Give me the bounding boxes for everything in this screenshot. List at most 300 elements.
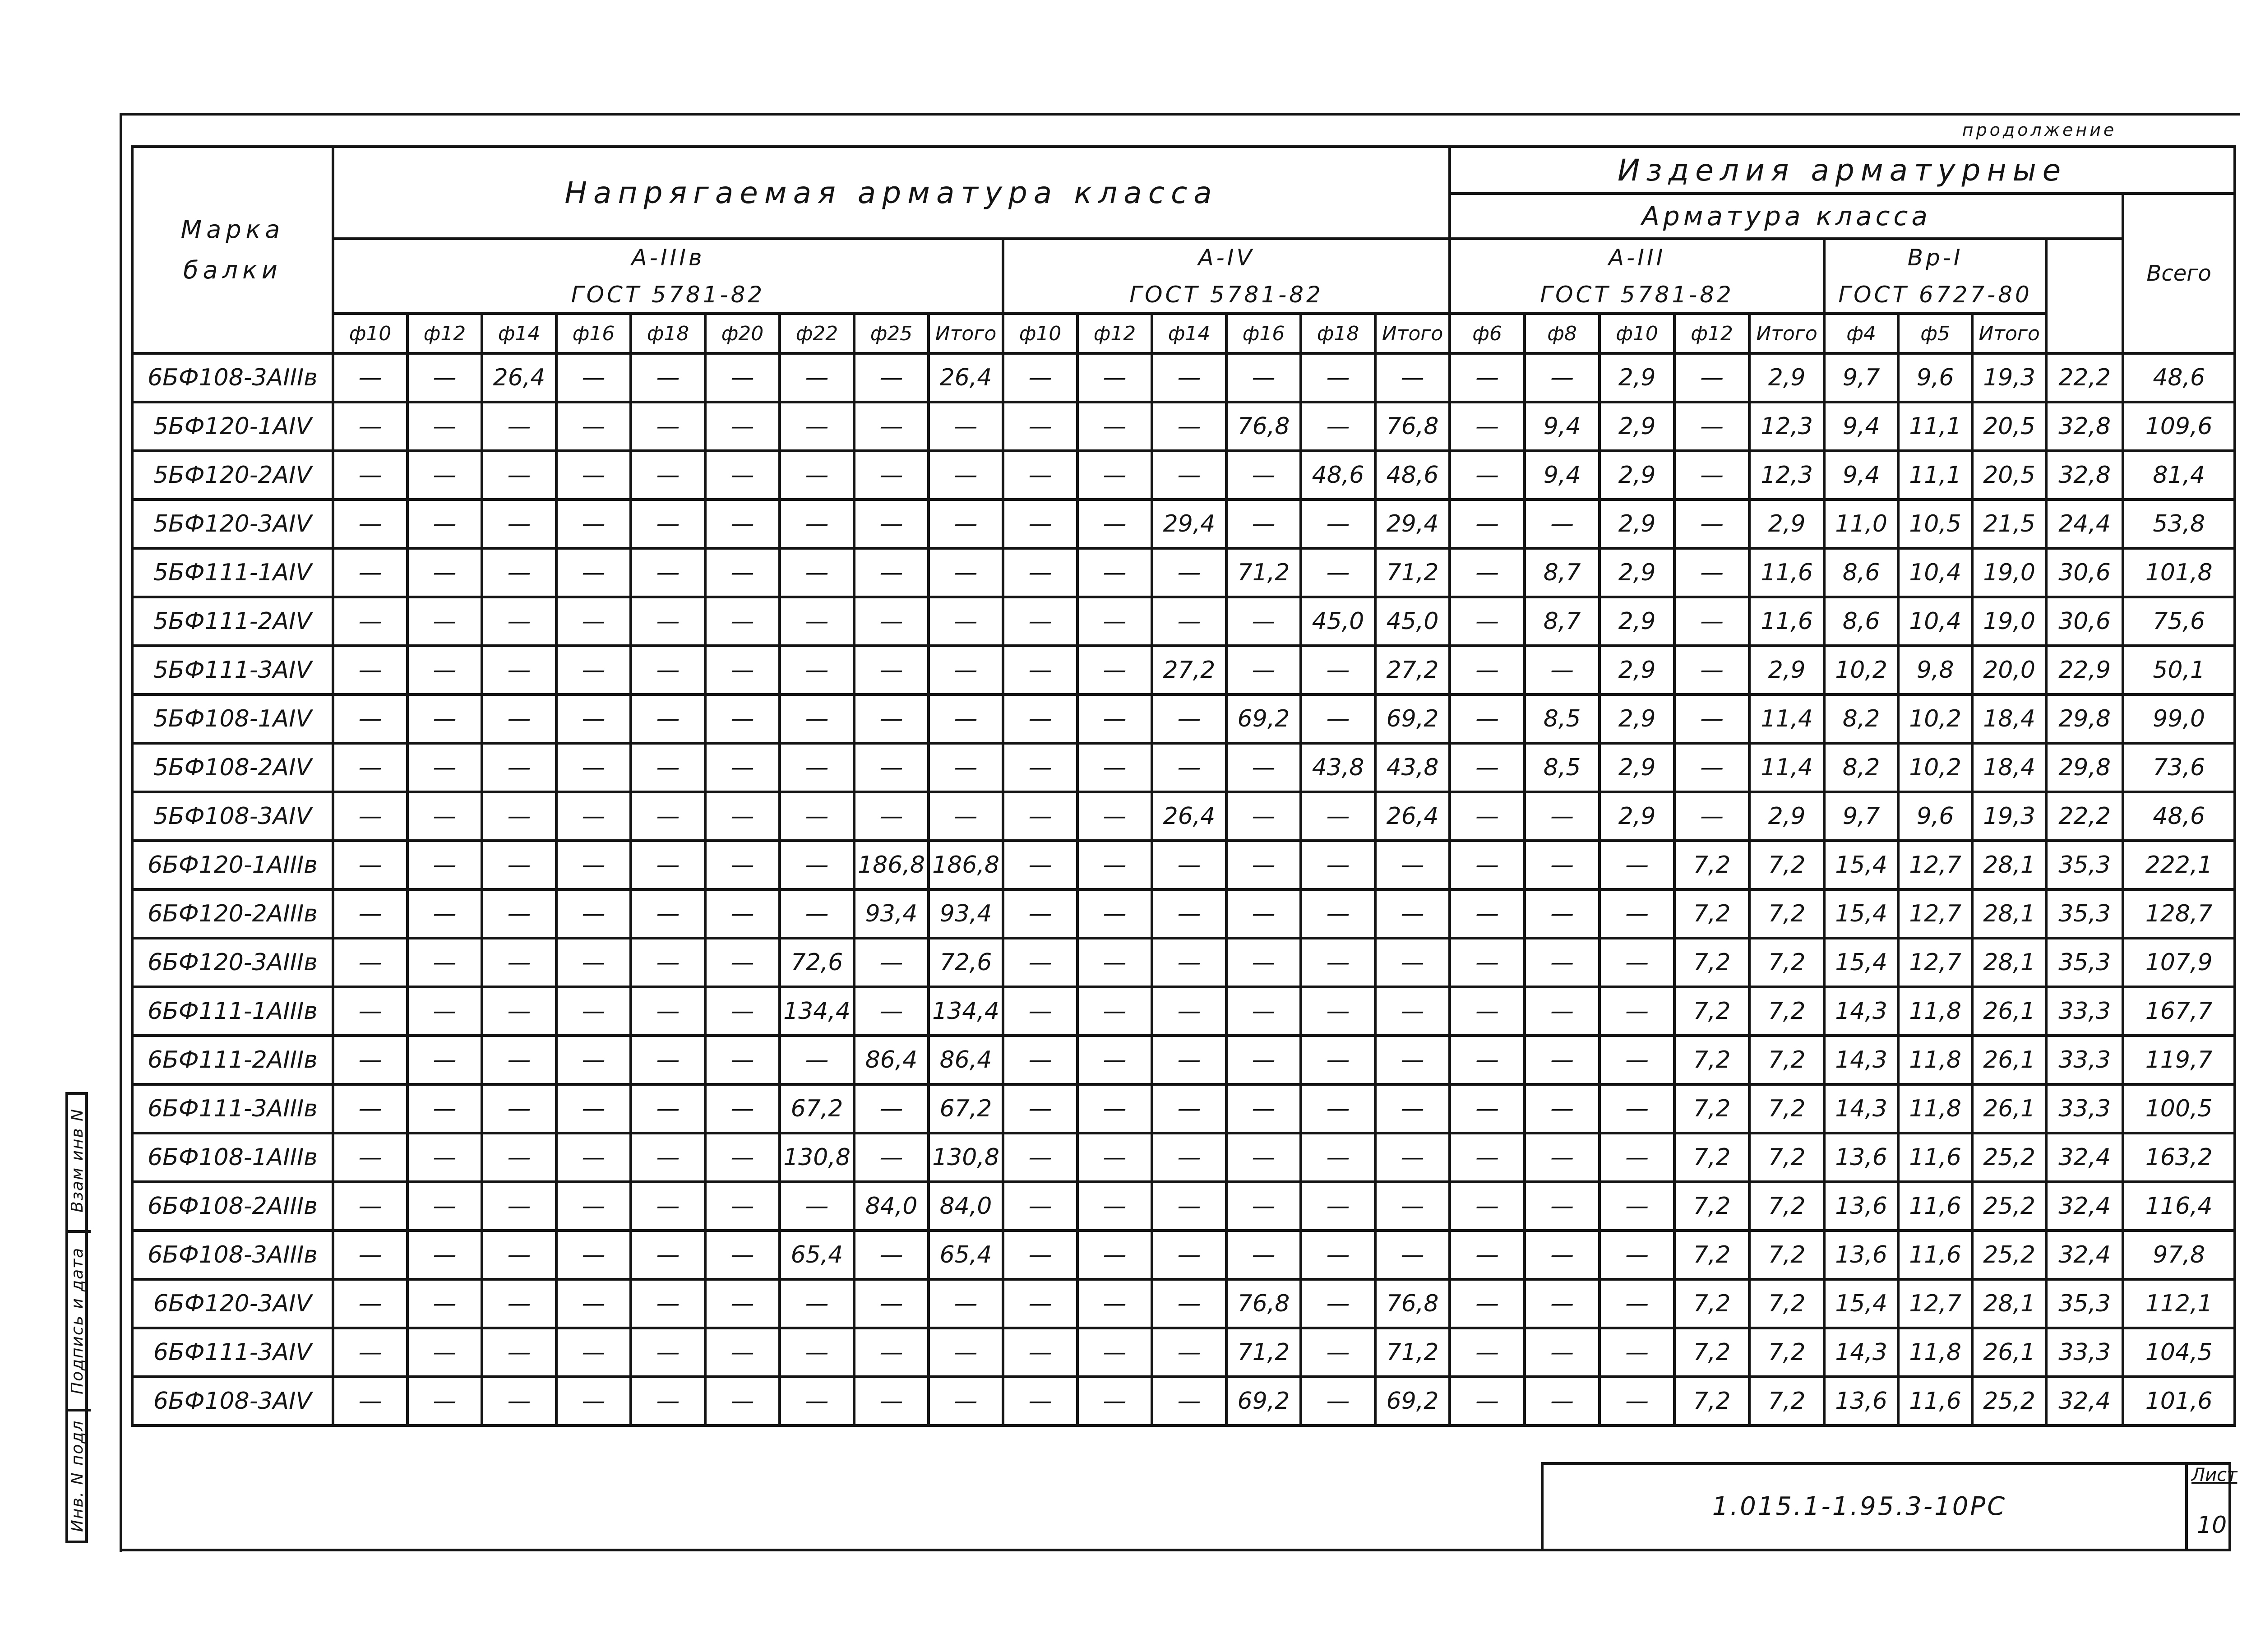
value-cell: —: [1152, 597, 1226, 646]
value-cell: —: [482, 597, 556, 646]
value-cell: —: [407, 889, 482, 938]
value-cell: 69,2: [1375, 694, 1450, 743]
value-cell: —: [780, 841, 854, 889]
value-cell: 7,2: [1674, 1328, 1749, 1377]
value-cell: 107,9: [2123, 938, 2235, 987]
value-cell: —: [705, 597, 780, 646]
value-cell: —: [407, 402, 482, 451]
diameter-header-a3: ф6: [1450, 314, 1525, 353]
value-cell: 7,2: [1674, 1182, 1749, 1231]
diameter-header-a3v: ф18: [631, 314, 705, 353]
value-cell: 14,3: [1824, 987, 1898, 1036]
value-cell: —: [1375, 1036, 1450, 1084]
value-cell: —: [556, 597, 631, 646]
table-row: [132, 792, 2235, 841]
value-cell: —: [556, 1133, 631, 1182]
value-cell: —: [1525, 1133, 1600, 1182]
value-cell: 11,6: [1898, 1182, 1972, 1231]
gost-6727: ГОСТ 6727-80: [1838, 282, 2032, 308]
value-cell: —: [1600, 841, 1674, 889]
value-cell: —: [1226, 1036, 1301, 1084]
value-cell: —: [1077, 1279, 1152, 1328]
table-row: [132, 1377, 2235, 1425]
diameter-header-bp1: ф5: [1898, 314, 1972, 353]
value-cell: —: [556, 792, 631, 841]
value-cell: —: [407, 597, 482, 646]
value-cell: —: [1077, 938, 1152, 987]
value-cell: 13,6: [1824, 1133, 1898, 1182]
value-cell: —: [1077, 1328, 1152, 1377]
value-cell: 104,5: [2123, 1328, 2235, 1377]
value-cell: —: [1003, 451, 1077, 500]
beam-mark-cell: 6БФ108-1АIIIв: [132, 1133, 333, 1182]
value-cell: 8,2: [1824, 694, 1898, 743]
value-cell: 13,6: [1824, 1182, 1898, 1231]
diameter-header-bp1: Итого: [1972, 314, 2046, 353]
value-cell: —: [929, 1377, 1003, 1425]
value-cell: —: [1226, 841, 1301, 889]
value-cell: —: [780, 597, 854, 646]
value-cell: —: [482, 938, 556, 987]
value-cell: —: [1077, 694, 1152, 743]
table-row: [132, 1133, 2235, 1182]
value-cell: —: [482, 1231, 556, 1279]
value-cell: 45,0: [1375, 597, 1450, 646]
value-cell: —: [1152, 451, 1226, 500]
value-cell: —: [1450, 451, 1525, 500]
value-cell: 35,3: [2046, 1279, 2123, 1328]
beam-mark-cell: 6БФ120-3АIV: [132, 1279, 333, 1328]
value-cell: 2,9: [1600, 402, 1674, 451]
value-cell: —: [1375, 889, 1450, 938]
value-cell: 163,2: [2123, 1133, 2235, 1182]
value-cell: —: [407, 743, 482, 792]
value-cell: 48,6: [2123, 792, 2235, 841]
diameter-header-a3: ф8: [1525, 314, 1600, 353]
table-row: [132, 1036, 2235, 1084]
sheet-cell: [2185, 1462, 2238, 1551]
value-cell: 35,3: [2046, 938, 2123, 987]
diameter-header-a3v: ф16: [556, 314, 631, 353]
value-cell: —: [1600, 1328, 1674, 1377]
value-cell: —: [1077, 841, 1152, 889]
value-cell: —: [1226, 1182, 1301, 1231]
value-cell: 8,2: [1824, 743, 1898, 792]
value-cell: —: [854, 500, 929, 548]
value-cell: —: [1226, 451, 1301, 500]
value-cell: —: [1525, 1328, 1600, 1377]
value-cell: 18,4: [1972, 694, 2046, 743]
sheet-number: 10: [2197, 1512, 2227, 1539]
value-cell: —: [1450, 1036, 1525, 1084]
value-cell: —: [1152, 987, 1226, 1036]
value-cell: —: [705, 792, 780, 841]
value-cell: 15,4: [1824, 841, 1898, 889]
value-cell: 119,7: [2123, 1036, 2235, 1084]
value-cell: —: [1301, 1231, 1375, 1279]
header-class-a4: [1003, 239, 1450, 314]
value-cell: —: [1003, 1279, 1077, 1328]
header-vsego: Всего: [2123, 194, 2235, 353]
value-cell: —: [854, 1133, 929, 1182]
value-cell: —: [556, 889, 631, 938]
value-cell: —: [556, 1279, 631, 1328]
value-cell: —: [1003, 597, 1077, 646]
value-cell: —: [556, 1036, 631, 1084]
beam-mark-cell: 6БФ111-3АIV: [132, 1328, 333, 1377]
header-class-a3: [1450, 239, 1824, 314]
value-cell: —: [1003, 1133, 1077, 1182]
value-cell: 186,8: [854, 841, 929, 889]
value-cell: —: [1152, 841, 1226, 889]
value-cell: —: [705, 548, 780, 597]
value-cell: 186,8: [929, 841, 1003, 889]
value-cell: —: [1152, 1377, 1226, 1425]
value-cell: —: [1674, 353, 1749, 402]
value-cell: —: [407, 1328, 482, 1377]
value-cell: 12,7: [1898, 938, 1972, 987]
value-cell: 71,2: [1375, 1328, 1450, 1377]
value-cell: —: [1450, 938, 1525, 987]
value-cell: —: [333, 1377, 407, 1425]
value-cell: —: [1301, 548, 1375, 597]
gost-5781-b: ГОСТ 5781-82: [1129, 282, 1323, 308]
value-cell: 10,2: [1898, 694, 1972, 743]
value-cell: 11,0: [1824, 500, 1898, 548]
value-cell: 71,2: [1375, 548, 1450, 597]
value-cell: —: [482, 889, 556, 938]
value-cell: 33,3: [2046, 987, 2123, 1036]
value-cell: —: [556, 548, 631, 597]
value-cell: —: [407, 1084, 482, 1133]
value-cell: —: [1003, 1377, 1077, 1425]
value-cell: 26,4: [482, 353, 556, 402]
value-cell: —: [1301, 1084, 1375, 1133]
diameter-header-a4: ф16: [1226, 314, 1301, 353]
value-cell: 22,9: [2046, 646, 2123, 694]
value-cell: —: [631, 1182, 705, 1231]
value-cell: 43,8: [1301, 743, 1375, 792]
value-cell: 11,1: [1898, 402, 1972, 451]
value-cell: 7,2: [1674, 1036, 1749, 1084]
value-cell: 2,9: [1749, 353, 1824, 402]
value-cell: —: [854, 646, 929, 694]
table-row: [132, 694, 2235, 743]
value-cell: —: [854, 743, 929, 792]
value-cell: —: [854, 1328, 929, 1377]
value-cell: —: [929, 646, 1003, 694]
class-a4-label: А-IV: [1198, 245, 1255, 271]
value-cell: —: [333, 1279, 407, 1328]
value-cell: 7,2: [1749, 1279, 1824, 1328]
value-cell: 26,4: [929, 353, 1003, 402]
value-cell: —: [556, 1182, 631, 1231]
value-cell: 76,8: [1226, 402, 1301, 451]
value-cell: —: [556, 743, 631, 792]
value-cell: —: [407, 451, 482, 500]
table-row: [132, 646, 2235, 694]
value-cell: 8,5: [1525, 694, 1600, 743]
value-cell: —: [1301, 889, 1375, 938]
value-cell: 130,8: [929, 1133, 1003, 1182]
value-cell: —: [1525, 353, 1600, 402]
value-cell: —: [1226, 597, 1301, 646]
value-cell: —: [1077, 402, 1152, 451]
diameter-header-a3v: ф14: [482, 314, 556, 353]
table-body: [132, 353, 2235, 1425]
value-cell: —: [482, 792, 556, 841]
value-cell: —: [1152, 402, 1226, 451]
value-cell: 134,4: [929, 987, 1003, 1036]
value-cell: 93,4: [929, 889, 1003, 938]
value-cell: 2,9: [1600, 792, 1674, 841]
value-cell: —: [1525, 1279, 1600, 1328]
value-cell: 2,9: [1600, 597, 1674, 646]
value-cell: 26,1: [1972, 987, 2046, 1036]
value-cell: 2,9: [1749, 500, 1824, 548]
value-cell: —: [556, 1231, 631, 1279]
value-cell: 7,2: [1749, 1133, 1824, 1182]
value-cell: —: [705, 841, 780, 889]
value-cell: —: [780, 792, 854, 841]
value-cell: —: [1600, 1231, 1674, 1279]
value-cell: —: [1450, 1182, 1525, 1231]
value-cell: 15,4: [1824, 938, 1898, 987]
value-cell: 12,3: [1749, 451, 1824, 500]
value-cell: —: [780, 1036, 854, 1084]
value-cell: 28,1: [1972, 938, 2046, 987]
value-cell: —: [854, 1084, 929, 1133]
value-cell: 33,3: [2046, 1328, 2123, 1377]
beam-mark-cell: 6БФ111-3АIIIв: [132, 1084, 333, 1133]
value-cell: —: [705, 987, 780, 1036]
beam-mark-cell: 5БФ108-2АIV: [132, 743, 333, 792]
value-cell: 222,1: [2123, 841, 2235, 889]
value-cell: —: [1600, 1279, 1674, 1328]
value-cell: —: [1003, 1182, 1077, 1231]
table-row: [132, 889, 2235, 938]
value-cell: —: [854, 694, 929, 743]
value-cell: —: [1674, 694, 1749, 743]
value-cell: —: [1600, 1377, 1674, 1425]
value-cell: —: [1226, 938, 1301, 987]
gost-5781-c: ГОСТ 5781-82: [1540, 282, 1734, 308]
value-cell: —: [1077, 500, 1152, 548]
header-rebar-class: Арматура класса: [1450, 194, 2123, 239]
value-cell: —: [1301, 694, 1375, 743]
table-row: [132, 1279, 2235, 1328]
value-cell: 9,4: [1824, 402, 1898, 451]
value-cell: 48,6: [1375, 451, 1450, 500]
value-cell: 14,3: [1824, 1084, 1898, 1133]
value-cell: 100,5: [2123, 1084, 2235, 1133]
value-cell: 9,4: [1525, 451, 1600, 500]
value-cell: —: [407, 500, 482, 548]
value-cell: 9,4: [1525, 402, 1600, 451]
table-row: [132, 597, 2235, 646]
value-cell: —: [1450, 987, 1525, 1036]
value-cell: 20,5: [1972, 402, 2046, 451]
value-cell: —: [1003, 694, 1077, 743]
value-cell: —: [705, 1377, 780, 1425]
value-cell: 65,4: [780, 1231, 854, 1279]
value-cell: —: [631, 646, 705, 694]
table-row: [132, 1328, 2235, 1377]
value-cell: —: [482, 646, 556, 694]
beam-mark-cell: 6БФ108-3АIIIв: [132, 1231, 333, 1279]
value-cell: —: [1077, 743, 1152, 792]
value-cell: 97,8: [2123, 1231, 2235, 1279]
value-cell: —: [1600, 938, 1674, 987]
value-cell: 28,1: [1972, 889, 2046, 938]
value-cell: 2,9: [1600, 548, 1674, 597]
value-cell: 32,4: [2046, 1182, 2123, 1231]
value-cell: —: [482, 841, 556, 889]
value-cell: —: [631, 1328, 705, 1377]
table-row: [132, 1182, 2235, 1231]
value-cell: —: [1301, 1182, 1375, 1231]
value-cell: 7,2: [1749, 1036, 1824, 1084]
value-cell: —: [1077, 353, 1152, 402]
value-cell: —: [631, 743, 705, 792]
value-cell: —: [482, 1279, 556, 1328]
value-cell: —: [556, 694, 631, 743]
value-cell: —: [482, 1133, 556, 1182]
rebar-specification-table: [131, 145, 2236, 1427]
value-cell: —: [631, 938, 705, 987]
value-cell: 69,2: [1226, 694, 1301, 743]
value-cell: —: [1003, 841, 1077, 889]
value-cell: 7,2: [1674, 889, 1749, 938]
value-cell: —: [705, 402, 780, 451]
value-cell: —: [482, 1377, 556, 1425]
value-cell: —: [1375, 841, 1450, 889]
value-cell: —: [705, 1084, 780, 1133]
value-cell: 29,8: [2046, 694, 2123, 743]
value-cell: —: [780, 402, 854, 451]
side-approval-strip: [65, 1092, 88, 1543]
value-cell: —: [1077, 646, 1152, 694]
value-cell: —: [631, 987, 705, 1036]
value-cell: 7,2: [1749, 1231, 1824, 1279]
value-cell: —: [1301, 1036, 1375, 1084]
value-cell: —: [482, 1182, 556, 1231]
value-cell: —: [1003, 1084, 1077, 1133]
table-row: [132, 987, 2235, 1036]
value-cell: 30,6: [2046, 548, 2123, 597]
value-cell: 7,2: [1749, 1328, 1824, 1377]
diameter-header-bp1: ф4: [1824, 314, 1898, 353]
value-cell: 11,6: [1749, 597, 1824, 646]
value-cell: —: [854, 548, 929, 597]
value-cell: —: [482, 694, 556, 743]
value-cell: —: [333, 694, 407, 743]
value-cell: 75,6: [2123, 597, 2235, 646]
value-cell: —: [1226, 743, 1301, 792]
value-cell: —: [705, 1231, 780, 1279]
value-cell: —: [1525, 1084, 1600, 1133]
value-cell: 48,6: [1301, 451, 1375, 500]
value-cell: 134,4: [780, 987, 854, 1036]
value-cell: —: [1003, 1036, 1077, 1084]
value-cell: 8,7: [1525, 548, 1600, 597]
value-cell: —: [1525, 1182, 1600, 1231]
gost-5781-a: ГОСТ 5781-82: [571, 282, 765, 308]
value-cell: —: [333, 1328, 407, 1377]
value-cell: —: [333, 500, 407, 548]
value-cell: 12,3: [1749, 402, 1824, 451]
value-cell: —: [407, 694, 482, 743]
value-cell: 2,9: [1600, 646, 1674, 694]
value-cell: —: [1450, 1084, 1525, 1133]
value-cell: —: [1600, 987, 1674, 1036]
value-cell: —: [1301, 1328, 1375, 1377]
value-cell: —: [1152, 1182, 1226, 1231]
value-cell: 116,4: [2123, 1182, 2235, 1231]
header-prestressed: Напрягаемая арматура класса: [333, 147, 1450, 239]
value-cell: —: [929, 1328, 1003, 1377]
value-cell: 65,4: [929, 1231, 1003, 1279]
value-cell: 7,2: [1674, 841, 1749, 889]
diameter-header-a3v: ф25: [854, 314, 929, 353]
value-cell: —: [407, 1377, 482, 1425]
value-cell: —: [333, 1084, 407, 1133]
beam-mark-cell: 6БФ108-3АIV: [132, 1377, 333, 1425]
diameter-header-a3v: Итого: [929, 314, 1003, 353]
value-cell: —: [1003, 646, 1077, 694]
class-a3-label: А-III: [1608, 245, 1666, 271]
value-cell: 2,9: [1749, 646, 1824, 694]
value-cell: —: [780, 743, 854, 792]
value-cell: —: [705, 1036, 780, 1084]
value-cell: —: [705, 1182, 780, 1231]
beam-mark-cell: 6БФ120-2АIIIв: [132, 889, 333, 938]
value-cell: —: [1003, 500, 1077, 548]
value-cell: —: [556, 1084, 631, 1133]
value-cell: 8,5: [1525, 743, 1600, 792]
value-cell: 7,2: [1674, 1279, 1749, 1328]
value-cell: —: [705, 694, 780, 743]
diameter-header-a3v: ф12: [407, 314, 482, 353]
value-cell: —: [1077, 1036, 1152, 1084]
value-cell: —: [482, 1036, 556, 1084]
value-cell: —: [1674, 792, 1749, 841]
value-cell: —: [556, 1377, 631, 1425]
value-cell: —: [1525, 1377, 1600, 1425]
diameter-header-a4: ф18: [1301, 314, 1375, 353]
value-cell: 15,4: [1824, 889, 1898, 938]
value-cell: —: [407, 841, 482, 889]
value-cell: 29,4: [1375, 500, 1450, 548]
value-cell: 22,2: [2046, 792, 2123, 841]
value-cell: —: [705, 938, 780, 987]
value-cell: —: [1003, 743, 1077, 792]
value-cell: —: [631, 548, 705, 597]
value-cell: —: [1077, 792, 1152, 841]
value-cell: 13,6: [1824, 1377, 1898, 1425]
value-cell: —: [1450, 402, 1525, 451]
value-cell: —: [1600, 889, 1674, 938]
value-cell: —: [1003, 1328, 1077, 1377]
value-cell: —: [1301, 1279, 1375, 1328]
value-cell: 26,1: [1972, 1328, 2046, 1377]
header-products: Изделия арматурные: [1450, 147, 2235, 194]
value-cell: —: [1152, 548, 1226, 597]
value-cell: —: [1450, 548, 1525, 597]
frame-top-line: [120, 113, 2240, 116]
value-cell: —: [631, 1279, 705, 1328]
beam-mark-cell: 6БФ120-3АIIIв: [132, 938, 333, 987]
